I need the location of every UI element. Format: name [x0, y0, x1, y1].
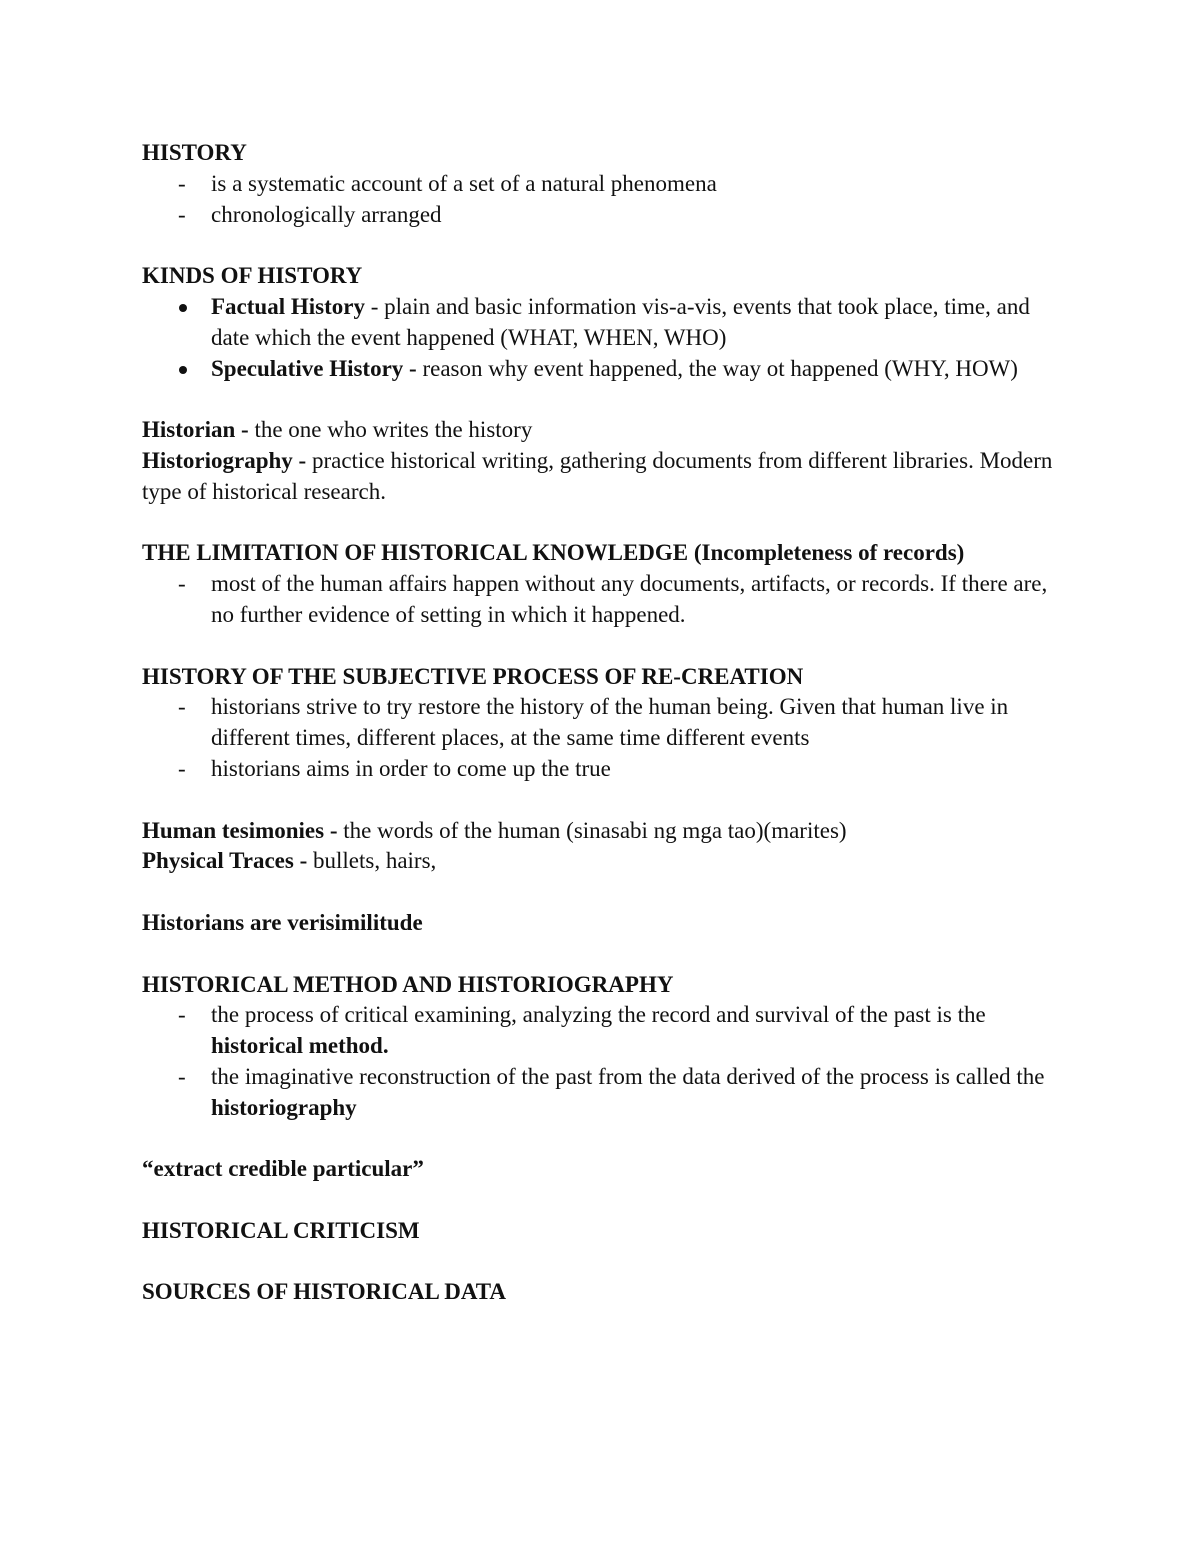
item-text: the process of critical examining, analyzing the record and survival of the past is the	[211, 1002, 986, 1028]
list-item: - historians strive to try restore the history of the human being. Given that human live in different times, different places, at the same time different events	[142, 692, 1062, 754]
subjective-list	[142, 692, 1062, 784]
history-heading: HISTORY	[142, 140, 247, 165]
spacer	[142, 230, 1062, 261]
description: the one who writes the history	[248, 417, 533, 443]
term: Physical Traces -	[142, 848, 308, 874]
item-bold: historiography	[211, 1094, 357, 1120]
item-bold: historical method.	[211, 1033, 389, 1059]
description: the words of the human (sinasabi ng mga tao)(marites)	[337, 817, 847, 843]
item-text: the imaginative reconstruction of the past from the data derived of the process is called the	[211, 1063, 1045, 1089]
definition-historian	[142, 415, 1062, 446]
document-page	[142, 138, 1062, 1308]
term: Speculative History -	[211, 355, 417, 381]
criticism-heading: HISTORICAL CRITICISM	[142, 1217, 420, 1243]
spacer	[142, 508, 1062, 539]
spacer	[142, 1185, 1062, 1216]
method-list	[142, 1000, 1062, 1123]
spacer	[142, 631, 1062, 662]
method-heading: HISTORICAL METHOD AND HISTORIOGRAPHY	[142, 971, 674, 997]
kinds-heading: KINDS OF HISTORY	[142, 263, 363, 289]
spacer	[142, 785, 1062, 816]
kinds-list	[142, 292, 1062, 384]
definition-human-testimonies	[142, 816, 1062, 847]
spacer	[142, 1247, 1062, 1278]
sources-heading: SOURCES OF HISTORICAL DATA	[142, 1279, 507, 1305]
history-list	[142, 169, 1062, 231]
spacer	[142, 384, 1062, 415]
list-item	[142, 1062, 1062, 1124]
list-item	[142, 1000, 1062, 1062]
list-item: - historians aims in order to come up the true	[142, 754, 1062, 785]
list-item: - chronologically arranged	[142, 200, 1062, 231]
term: Factual History	[211, 293, 365, 319]
spacer	[142, 939, 1062, 970]
spacer	[142, 1124, 1062, 1155]
description: bullets, hairs,	[307, 848, 437, 874]
term: Historiography -	[142, 447, 307, 473]
term: Historian -	[142, 417, 249, 443]
spacer	[142, 877, 1062, 908]
limitation-list	[142, 569, 1062, 631]
description: reason why event happened, the way ot happened (WHY, HOW)	[416, 355, 1018, 381]
definition-historiography	[142, 446, 1062, 508]
definition-physical-traces	[142, 846, 1062, 877]
subjective-heading: HISTORY OF THE SUBJECTIVE PROCESS OF RE-CREATION	[142, 663, 804, 689]
list-item	[142, 354, 1062, 385]
description: practice historical writing, gathering documents from different libraries. Modern type of historical research.	[142, 447, 1053, 504]
list-item: - most of the human affairs happen without any documents, artifacts, or records. If there are, no further evidence of setting in which it happened.	[142, 569, 1062, 631]
list-item: - is a systematic account of a set of a natural phenomena	[142, 169, 1062, 200]
quote-line: “extract credible particular”	[142, 1156, 424, 1182]
description: - plain and basic information vis-a-vis, events that took place, time, and date which the event happened (WHAT, WHEN, WHO)	[211, 293, 1030, 350]
term: Human tesimonies -	[142, 817, 338, 843]
list-item	[142, 292, 1062, 354]
verisimilitude-line: Historians are verisimilitude	[142, 909, 423, 935]
limitation-heading: THE LIMITATION OF HISTORICAL KNOWLEDGE (Incompleteness of records)	[142, 540, 965, 566]
